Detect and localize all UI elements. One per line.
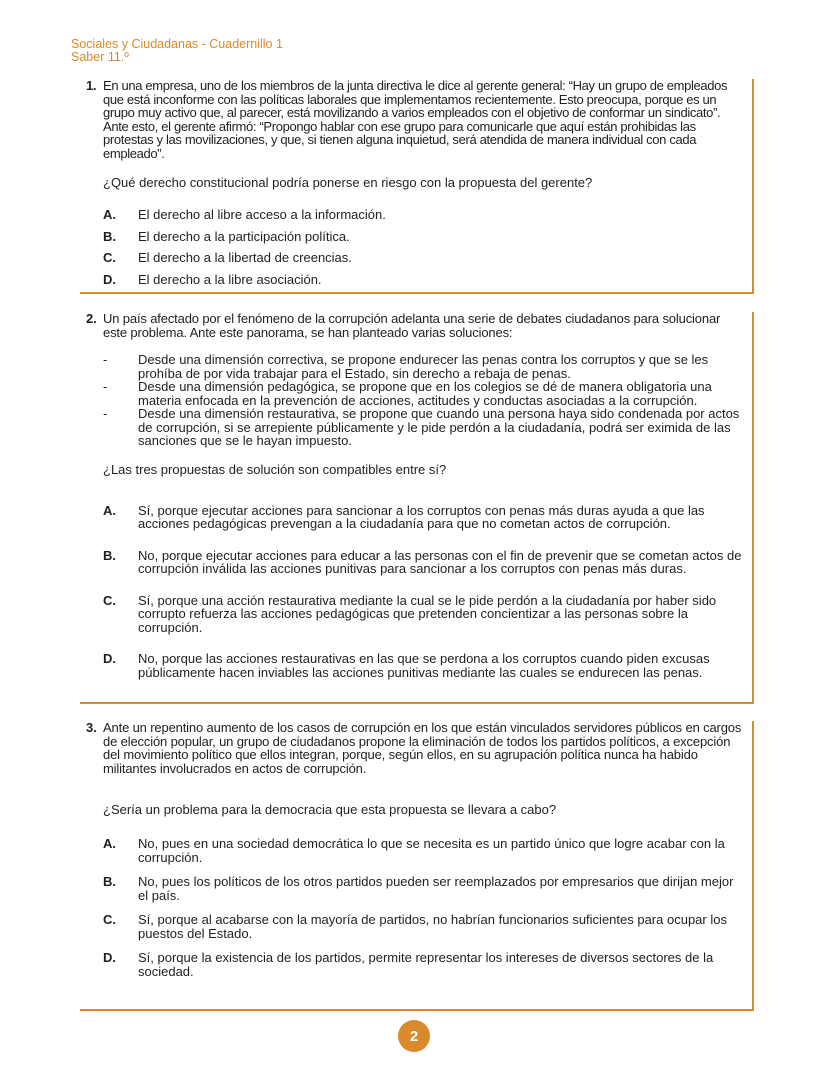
option-text: Sí, porque ejecutar acciones para sancionar a los corruptos con penas más duras ayuda a que las acciones pedagógicas prevengan a la ciudadanía para que no cometan actos de corrupción. xyxy=(138,502,705,531)
question-3-option-b[interactable] xyxy=(103,875,742,902)
option-text: El derecho a la participación política. xyxy=(138,228,350,244)
question-3-number: 3. xyxy=(86,720,97,735)
option-letter: C. xyxy=(103,250,116,265)
bullet-dash: - xyxy=(103,406,108,421)
question-2-option-c[interactable] xyxy=(103,594,742,635)
option-text: Sí, porque al acabarse con la mayoría de partidos, no habrían funcionarios suficientes para ocupar los puestos del Estado. xyxy=(138,912,727,941)
question-1-number: 1. xyxy=(86,78,97,93)
proposal-item xyxy=(103,353,742,380)
question-2-proposals xyxy=(103,353,742,448)
question-1-option-a[interactable] xyxy=(103,208,742,222)
question-3-option-a[interactable] xyxy=(103,837,742,864)
option-letter: D. xyxy=(103,271,116,287)
option-text: El derecho a la libre asociación. xyxy=(138,271,322,287)
document-header xyxy=(71,38,283,64)
option-letter: C. xyxy=(103,592,116,608)
question-3 xyxy=(80,721,754,1011)
option-letter: B. xyxy=(103,547,116,563)
question-3-options xyxy=(103,837,742,978)
question-3-text: Ante un repentino aumento de los casos de corrupción en los que están vinculados servidores públicos en cargos de elección popular, un grupo de ciudadanos propone la eliminación de todos los partidos políticos, a excepción del movimiento político que ellos integran, porque, según ellos, en su agrupación política nunca ha habido militantes involucrados en actos de corrupción. xyxy=(103,720,742,776)
option-letter: D. xyxy=(103,651,116,666)
option-letter: D. xyxy=(103,950,116,965)
proposal-text: Desde una dimensión pedagógica, se propone que en los colegios se dé de manera obligatoria una materia enfocada en la prevención de acciones, actitudes y conductas asociadas a la corrupción. xyxy=(138,379,712,408)
question-2-option-a[interactable] xyxy=(103,504,742,531)
header-subject: Sociales y Ciudadanas - Cuadernillo 1 xyxy=(71,37,283,51)
question-2-option-b[interactable] xyxy=(103,549,742,576)
question-3-option-c[interactable] xyxy=(103,913,742,940)
option-text: Sí, porque una acción restaurativa mediante la cual se le pide perdón a la ciudadanía por haber sido corrupto refuerza las acciones pedagógicas que pretenden concientizar a las personas sobre la corrupción. xyxy=(138,592,717,635)
proposal-text: Desde una dimensión correctiva, se propone endurecer las penas contra los corruptos y que se les prohíba de por vida trabajar para el Estado, sin derecho a rebaja de penas. xyxy=(138,352,709,381)
question-1 xyxy=(80,79,754,294)
question-1-options xyxy=(103,208,742,286)
question-2-text: Un país afectado por el fenómeno de la corrupción adelanta una serie de debates ciudadanos para solucionar este problema. Ante este panorama, se han planteado varias soluciones: xyxy=(103,311,721,340)
question-1-option-c[interactable] xyxy=(103,251,742,265)
question-3-prompt: ¿Sería un problema para la democracia que esta propuesta se llevara a cabo? xyxy=(103,802,557,817)
question-1-option-d[interactable] xyxy=(103,273,742,287)
option-letter: B. xyxy=(103,874,116,889)
option-text: No, porque las acciones restaurativas en las que se perdona a los corruptos cuando piden excusas públicamente hacen inviables las acciones punitivas mediante las cuales se endurecen las penas. xyxy=(138,651,710,680)
question-2-option-d[interactable] xyxy=(103,652,742,679)
proposal-item xyxy=(103,380,742,407)
option-text: No, pues en una sociedad democrática lo que se necesita es un partido único que logre acabar con la corrupción. xyxy=(138,836,725,865)
question-3-stem xyxy=(80,721,742,775)
question-3-option-d[interactable] xyxy=(103,951,742,978)
question-2-number: 2. xyxy=(86,311,97,326)
question-1-text: En una empresa, uno de los miembros de la junta directiva le dice al gerente general: “Hay un grupo de empleados que está inconforme con las políticas laborales que implementamos recientemente. Esto preocupa, porque es un grupo muy activo que, al parecer, está movilizando a varios empleados con el objetivo de conformar un sindicato”. Ante esto, el gerente afirmó: “Propongo hablar con ese grupo para comunicarle que aquí están prohibidas las protestas y las movilizaciones, y que, si tienen alguna inquietud, será atendida de manera individual con cada empleado”. xyxy=(103,78,728,161)
question-1-option-b[interactable] xyxy=(103,230,742,244)
option-text: No, porque ejecutar acciones para educar a las personas con el fin de prevenir que se cometan actos de corrupción inválida las acciones punitivas para sancionar a los corruptos con penas más duras. xyxy=(138,547,742,576)
bullet-dash: - xyxy=(103,352,108,367)
option-text: El derecho al libre acceso a la información. xyxy=(138,207,386,222)
option-text: El derecho a la libertad de creencias. xyxy=(138,250,352,265)
option-letter: A. xyxy=(103,502,116,518)
proposal-text: Desde una dimensión restaurativa, se propone que cuando una persona haya sido condenada por actos de corrupción, si se arrepiente públicamente y le pide perdón a la ciudadanía, podrá ser eximida de las sanciones que se le hayan impuesto. xyxy=(138,406,740,448)
question-1-prompt: ¿Qué derecho constitucional podría ponerse en riesgo con la propuesta del gerente? xyxy=(103,175,593,190)
option-letter: A. xyxy=(103,207,116,222)
question-2-stem xyxy=(80,312,742,339)
option-text: Sí, porque la existencia de los partidos, permite representar los intereses de diversos sectores de la sociedad. xyxy=(138,950,714,979)
option-text: No, pues los políticos de los otros partidos pueden ser reemplazados por empresarios que dirijan mejor el país. xyxy=(138,874,734,903)
option-letter: B. xyxy=(103,228,116,244)
proposal-item xyxy=(103,407,742,448)
question-1-stem xyxy=(80,79,742,160)
question-2-prompt: ¿Las tres propuestas de solución son compatibles entre sí? xyxy=(103,461,447,477)
page-number-badge: 2 xyxy=(398,1020,430,1052)
option-letter: A. xyxy=(103,836,116,851)
bullet-dash: - xyxy=(103,379,108,394)
question-2-options xyxy=(103,504,742,680)
question-2 xyxy=(80,312,754,704)
header-grade: Saber 11.º xyxy=(71,50,129,64)
option-letter: C. xyxy=(103,912,116,927)
